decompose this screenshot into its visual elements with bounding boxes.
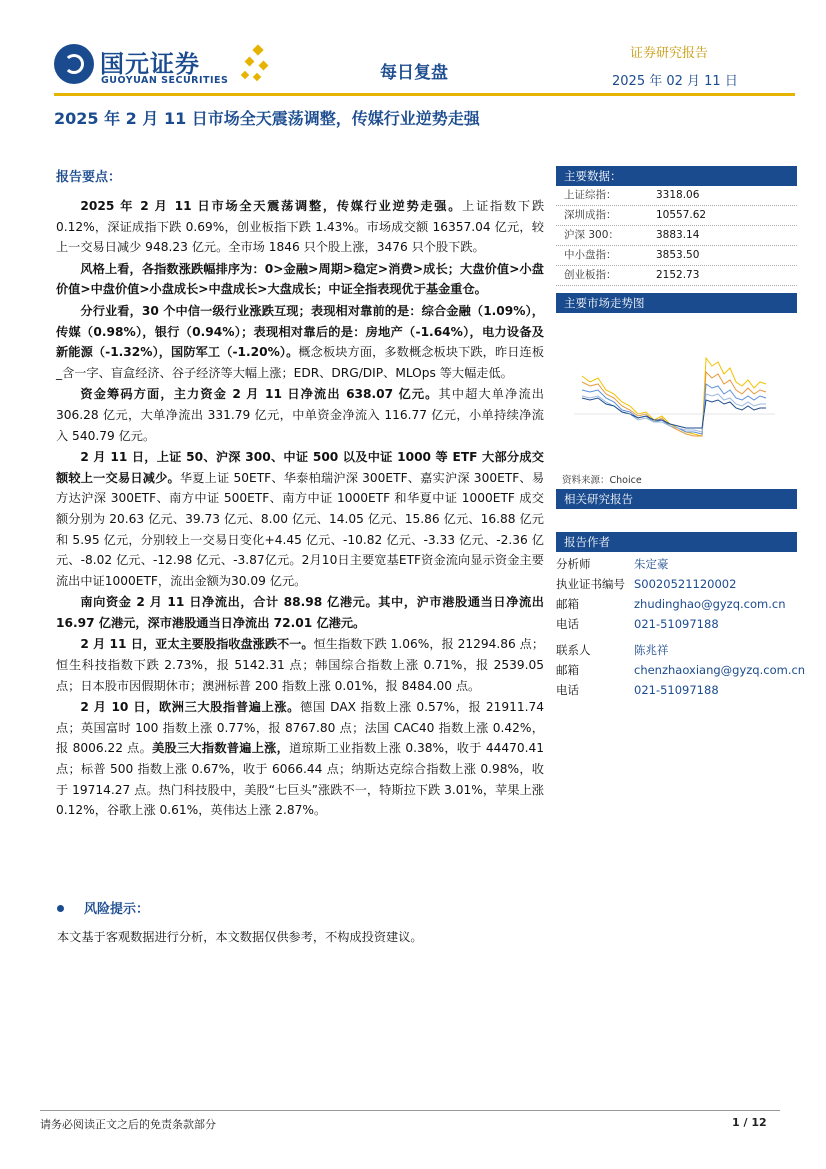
logo-icon xyxy=(54,44,94,84)
risk-heading: 风险提示： xyxy=(84,902,150,917)
market-trend-chart xyxy=(560,324,785,470)
paragraph: 风格上看，各指数涨跌幅排序为：0>金融>周期>稳定>消费>成长；大盘价值>小盘价值>中盘价值>小盘成长>中盘成长>大盘成长；中证全指表现优于基金重仓。 xyxy=(56,261,544,297)
logo-text: 国元证券 xyxy=(100,50,200,78)
logo-english: GUOYUAN SECURITIES xyxy=(101,75,229,86)
paragraph: 资金筹码方面，主力资金 2 月 11 日净流出 638.07 亿元。其中超大单净流出 306.28 亿元，大单净流出 331.79 亿元，中单资金净流入 116.77 亿元，小单持续净流入 540.79 亿元。 xyxy=(56,387,544,443)
footer-divider xyxy=(40,1110,780,1111)
data-row: 上证综指： 3318.06 xyxy=(556,186,797,206)
contact-name-row: 联系人 陈兆祥 xyxy=(556,643,669,657)
chart-source: 资料来源：Choice xyxy=(562,475,642,486)
key-points-body xyxy=(56,196,544,822)
paragraph: 2 月 11 日，上证 50、沪深 300、中证 500 以及中证 1000 等 ETF 大部分成交额较上一交易日减少。华夏上证 50ETF、华泰柏瑞沪深 300ETF、嘉实沪深 300ETF、易方达沪深 300ETF、南方中证 500ETF、南方中证 1000ETF 和华夏中证 1000ETF 成交额分别为 20.63 亿元、39.73 亿元、8.00 亿元、14.05 亿元、15.86 亿元、16.88 亿元和 5.95 亿元，分别较上一交易日变化+4.45 亿元、-10.82 亿元、-3.33 亿元、-2.36 亿元、-8.02 亿元、-12.98 亿元、-3.87亿元。2月10日主要宽基ETF资金流向显示资金主要流出中证1000ETF，流出金额为30.09 亿元。 xyxy=(56,450,545,588)
paragraph: 2 月 11 日，亚太主要股指收盘涨跌不一。恒生指数下跌 1.06%，报 21294.86 点；恒生科技指数下跌 2.73%，报 5142.31 点；韩国综合指数上涨 0.71%，报 2539.05 点；日本股市因假期休市；澳洲标普 200 指数上涨 0.01%，报 8484.00 点。 xyxy=(56,637,545,693)
logo-stars-icon xyxy=(240,44,274,88)
author-name-row: 分析师 朱定豪 xyxy=(556,557,669,571)
paragraph: 南向资金 2 月 11 日净流出，合计 88.98 亿港元。其中，沪市港股通当日净流出 16.97 亿港元，深市港股通当日净流出 72.01 亿港元。 xyxy=(56,595,544,630)
phone-row: 电话 021-51097188 xyxy=(556,617,719,631)
page-number: 1 / 12 xyxy=(732,1116,767,1129)
data-row: 中小盘指： 3853.50 xyxy=(556,246,797,266)
risk-text: 本文基于客观数据进行分析，本文数据仅供参考，不构成投资建议。 xyxy=(57,930,423,944)
data-row: 沪深 300： 3883.14 xyxy=(556,226,797,246)
email-row[interactable]: 邮箱 zhudinghao@gyzq.com.cn xyxy=(556,597,786,611)
key-points-heading: 报告要点： xyxy=(56,170,122,185)
data-row: 创业板指： 2152.73 xyxy=(556,266,797,286)
paragraph: 分行业看，30 个中信一级行业涨跌互现；表现相对靠前的是：综合金融（1.09%），传媒（0.98%），银行（0.94%）；表现相对靠后的是：房地产（-1.64%），电力设备及新能源（-1.32%），国防军工（-1.20%）。概念板块方面，多数概念板块下跌，昨日连板_含一字、盲盒经济、谷子经济等大幅上涨；EDR、DRG/DIP、MLOps 等大幅走低。 xyxy=(56,303,545,380)
report-series: 每日复盘 xyxy=(380,63,448,83)
phone-row: 电话 021-51097188 xyxy=(556,683,719,697)
footer-disclaimer: 请务必阅读正文之后的免责条款部分 xyxy=(40,1118,216,1131)
related-header: 相关研究报告 xyxy=(556,489,797,509)
email-row[interactable]: 邮箱 chenzhaoxiang@gyzq.com.cn xyxy=(556,663,806,677)
page-title: 2025 年 2 月 11 日市场全天震荡调整，传媒行业逆势走强 xyxy=(54,109,480,128)
main-data-header: 主要数据： xyxy=(556,166,797,186)
bullet-icon xyxy=(57,905,64,912)
trend-header: 主要市场走势图 xyxy=(556,293,797,313)
paragraph: 2 月 10 日，欧洲三大股指普遍上涨。德国 DAX 指数上涨 0.57%，报 21911.74 点；英国富时 100 指数上涨 0.77%，报 8767.80 点；法国 CAC40 指数上涨 0.42%，报 8006.22 点。美股三大指数普遍上涨，道琼斯工业指数上涨 0.38%，收于 44470.41 点；标普 500 指数上涨 0.67%，收于 6066.44 点；纳斯达克综合指数上涨 0.98%，收于 19714.27 点。热门科技股中，美股“七巨头”涨跌不一，特斯拉下跌 3.01%，苹果上涨 0.12%，谷歌上涨 0.61%，英伟达上涨 2.87%。 xyxy=(56,700,544,818)
license-row: 执业证书编号 S0020521120002 xyxy=(556,577,737,591)
data-row: 深圳成指： 10557.62 xyxy=(556,206,797,226)
report-date: 2025 年 02 月 11 日 xyxy=(612,74,738,89)
report-type: 证券研究报告 xyxy=(630,46,709,61)
author-header: 报告作者 xyxy=(556,532,797,552)
paragraph: 2025 年 2 月 11 日市场全天震荡调整，传媒行业逆势走强。上证指数下跌 0.12%，深证成指下跌 0.69%，创业板指下跌 1.43%。市场成交额 16357.04 亿元，较上一交易日减少 948.23 亿元。全市场 1846 只个股上涨，3476 只个股下跌。 xyxy=(56,199,545,255)
header-divider xyxy=(54,93,795,96)
